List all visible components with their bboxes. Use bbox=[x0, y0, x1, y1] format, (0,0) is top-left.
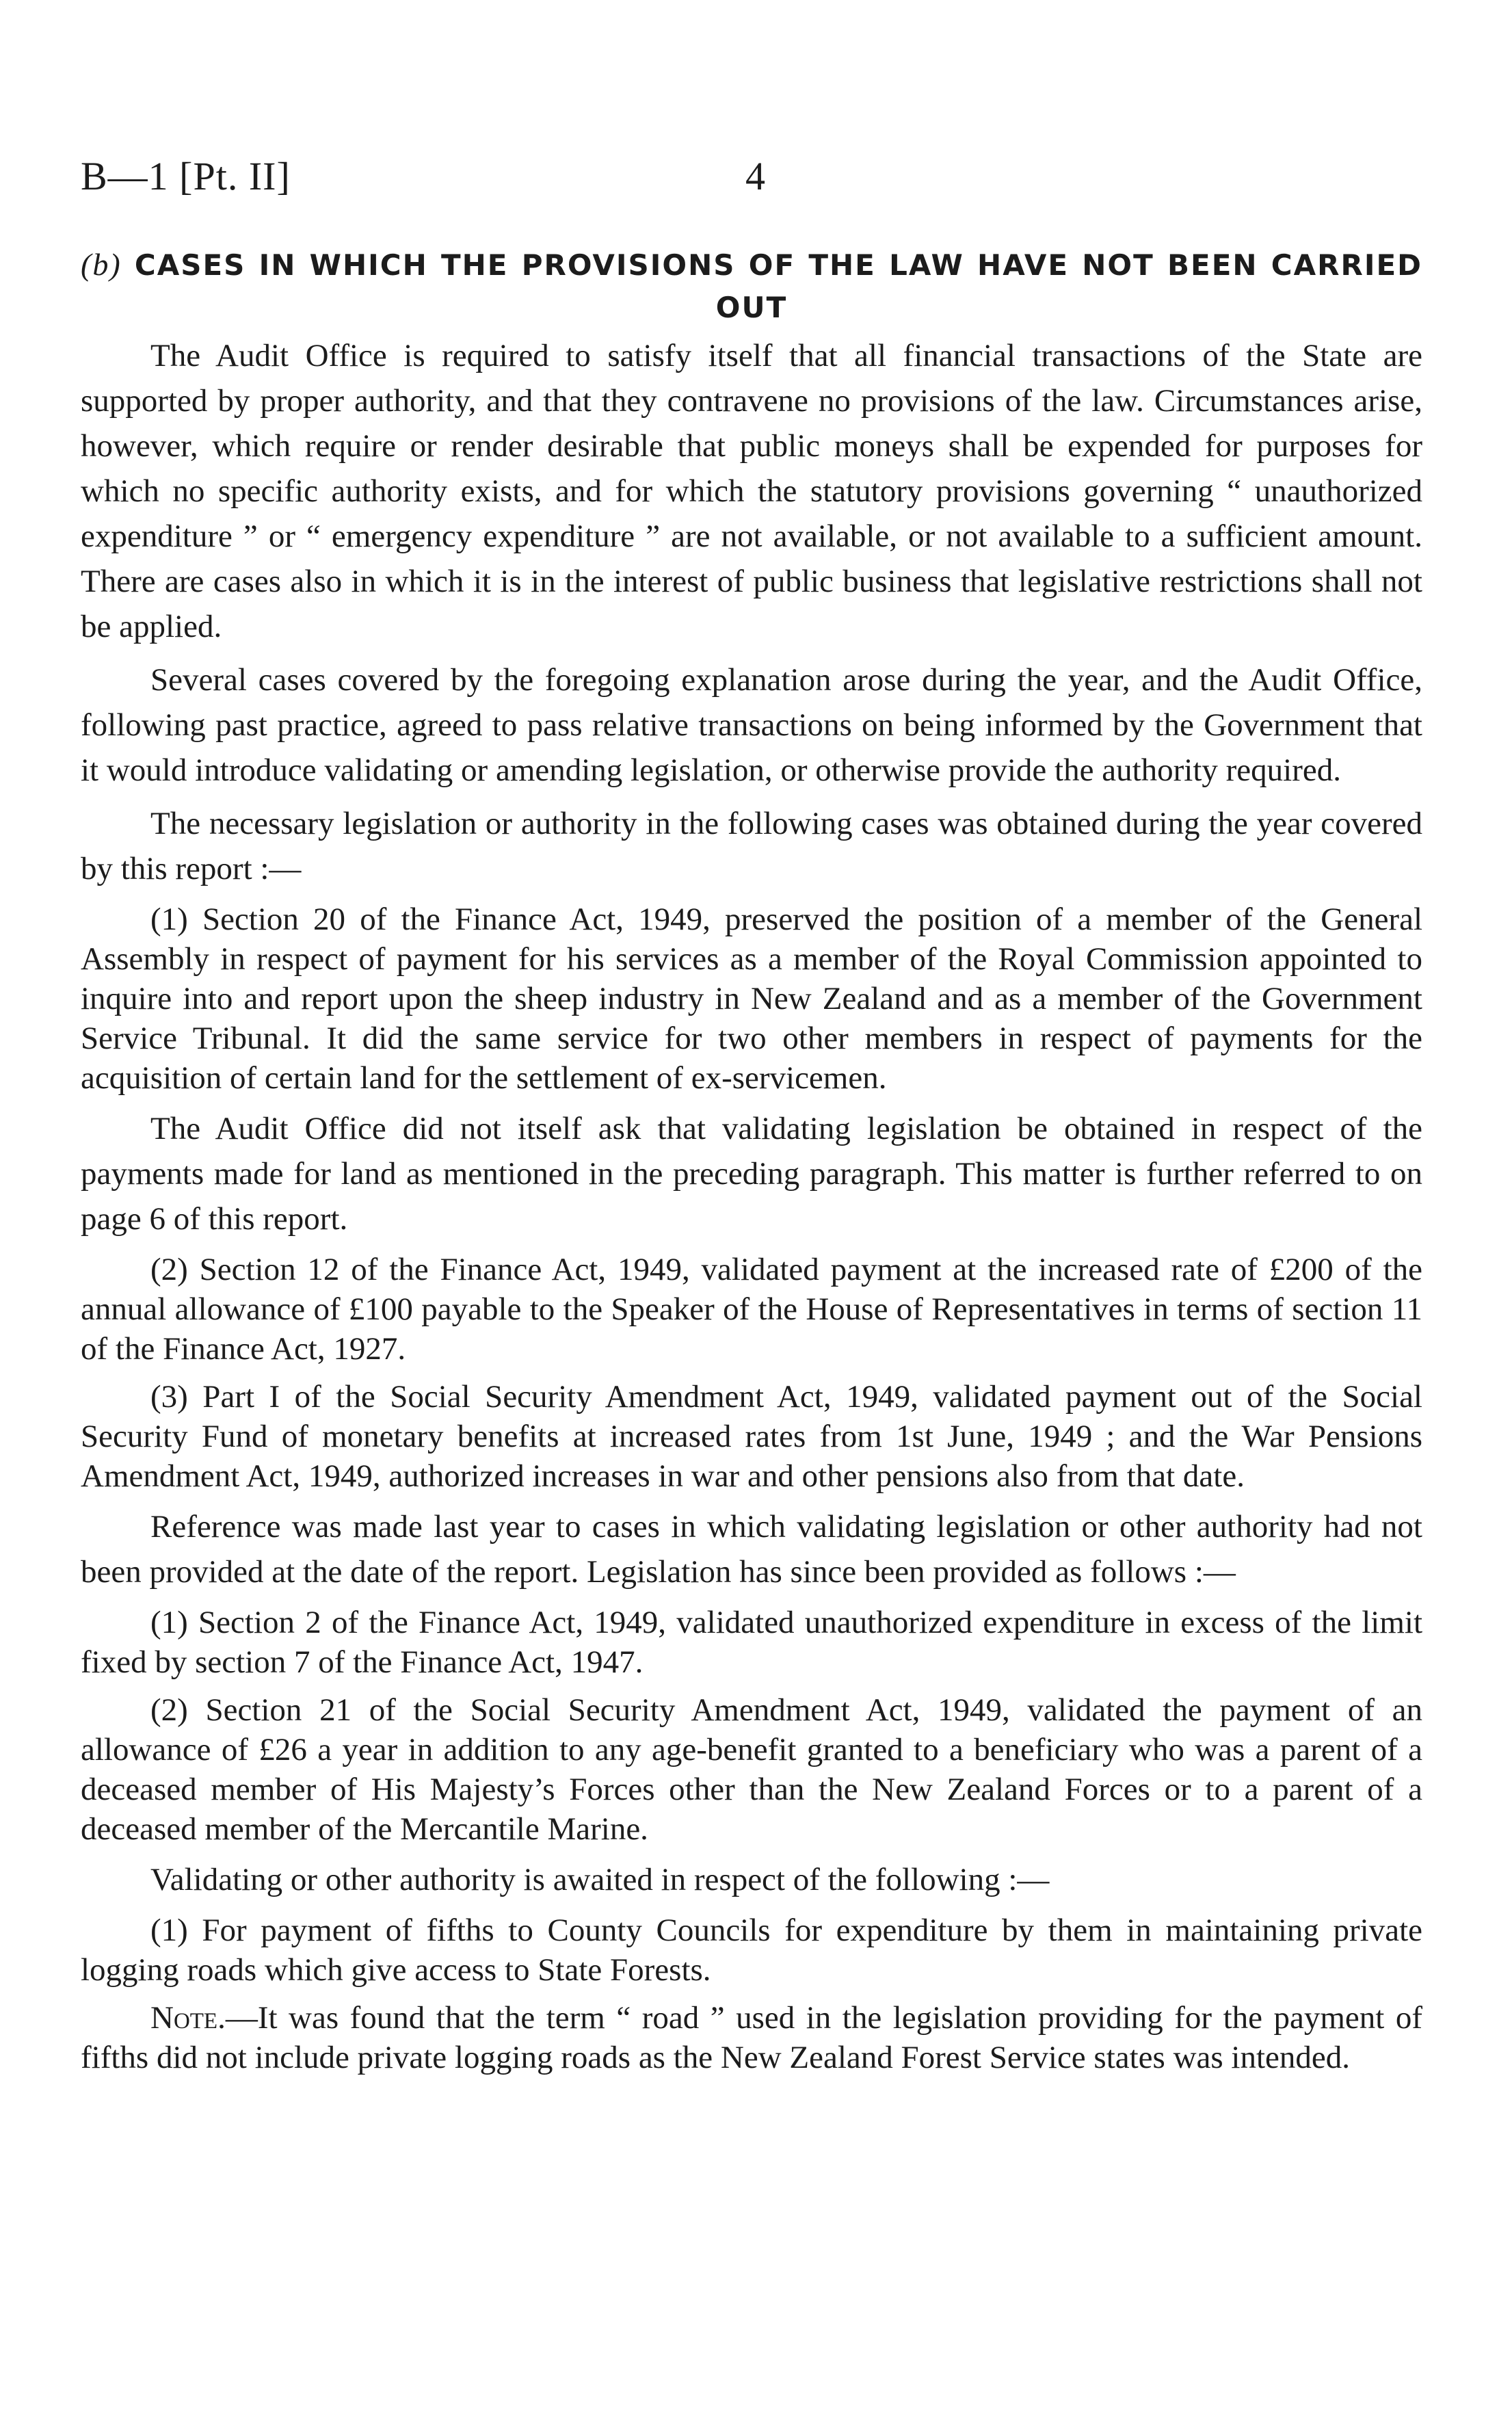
paragraph-audit-requirement: The Audit Office is required to satisfy itself that all financial transactions of the State are supported by proper authority, and that they contravene no provisions of the law. Circumstances arise, however, which require or render desirable that public moneys shall be expended for purposes for which no specific authority exists, and for which the statutory provisions governing “ unauthorized expenditure ” or “ emergency expenditure ” are not available, or not available to a sufficient amount. There are cases also in which it is in the interest of public business that legislative restrictions shall not be applied. bbox=[81, 338, 1422, 644]
paragraph-item-3-part-1: (3) Part I of the Social Security Amendment Act, 1949, validated payment out of the Social Security Fund of monetary benefits at increased rates from 1st June, 1949 ; and the War Pensions Amendment Act, 1949, authorized increases in war and other pensions also from that date. bbox=[81, 1379, 1422, 1494]
note-paragraph bbox=[81, 1998, 1422, 2077]
paragraph-reference-last-year: Reference was made last year to cases in which validating legislation or other authority had not been provided at the date of the report. Legislation has since been provided as follows :— bbox=[81, 1509, 1422, 1590]
document-body bbox=[81, 244, 1422, 2086]
paragraph-legislation-obtained: The necessary legislation or authority in the following cases was obtained during the year covered by this report :— bbox=[81, 806, 1422, 886]
paragraph-authority-awaited: Validating or other authority is awaited in respect of the following :— bbox=[150, 1862, 1050, 1897]
paragraph-item-1-fifths: (1) For payment of fifths to County Councils for expenditure by them in maintaining private logging roads which give access to State Forests. bbox=[81, 1913, 1422, 1988]
section-heading bbox=[81, 244, 1422, 329]
paragraph-item-1-section-2: (1) Section 2 of the Finance Act, 1949, validated unauthorized expenditure in excess of the limit fixed by section 7 of the Finance Act, 1947. bbox=[81, 1605, 1422, 1680]
paragraph-land-payments: The Audit Office did not itself ask that validating legislation be obtained in respect of the payments made for land as mentioned in the preceding paragraph. This matter is further referred to on page 6 of this report. bbox=[81, 1111, 1422, 1237]
paragraph-item-1-section-20: (1) Section 20 of the Finance Act, 1949, preserved the position of a member of the General Assembly in respect of payment for his services as a member of the Royal Commission appointed to inquire into and report upon the sheep industry in New Zealand and as a member of the Government Service Tribunal. It did the same service for two other members in respect of payments for the acquisition of certain land for the settlement of ex-servicemen. bbox=[81, 902, 1422, 1096]
paragraph-item-2-section-21: (2) Section 21 of the Social Security Amendment Act, 1949, validated the payment of an allowance of £26 a year in addition to any age-benefit granted to a beneficiary who was a parent of a deceased member of His Majesty’s Forces other than the New Zealand Forces or to a parent of a deceased member of the Mercantile Marine. bbox=[81, 1692, 1422, 1847]
document-reference: B—1 [Pt. II] bbox=[81, 154, 291, 198]
paragraph-foregoing-cases: Several cases covered by the foregoing explanation arose during the year, and the Audit Office, following past practice, agreed to pass relative transactions on being informed by the Government that it would introduce validating or amending legislation, or otherwise provide the authority required. bbox=[81, 662, 1422, 788]
section-marker: (b) bbox=[81, 247, 122, 282]
section-title: CASES IN WHICH THE PROVISIONS OF THE LAW HAVE NOT BEEN CARRIED OUT bbox=[134, 248, 1422, 324]
note-label: Note. bbox=[150, 2000, 226, 2036]
page-header bbox=[81, 153, 1435, 208]
page-number: 4 bbox=[745, 154, 765, 198]
note-text: —It was found that the term “ road ” used in the legislation providing for the payment of fifths did not include private logging roads as the New Zealand Forest Service states was intended. bbox=[81, 2000, 1422, 2075]
paragraph-item-2-section-12: (2) Section 12 of the Finance Act, 1949, validated payment at the increased rate of £200 of the annual allowance of £100 payable to the Speaker of the House of Representatives in terms of section 11 of the Finance Act, 1927. bbox=[81, 1252, 1422, 1367]
